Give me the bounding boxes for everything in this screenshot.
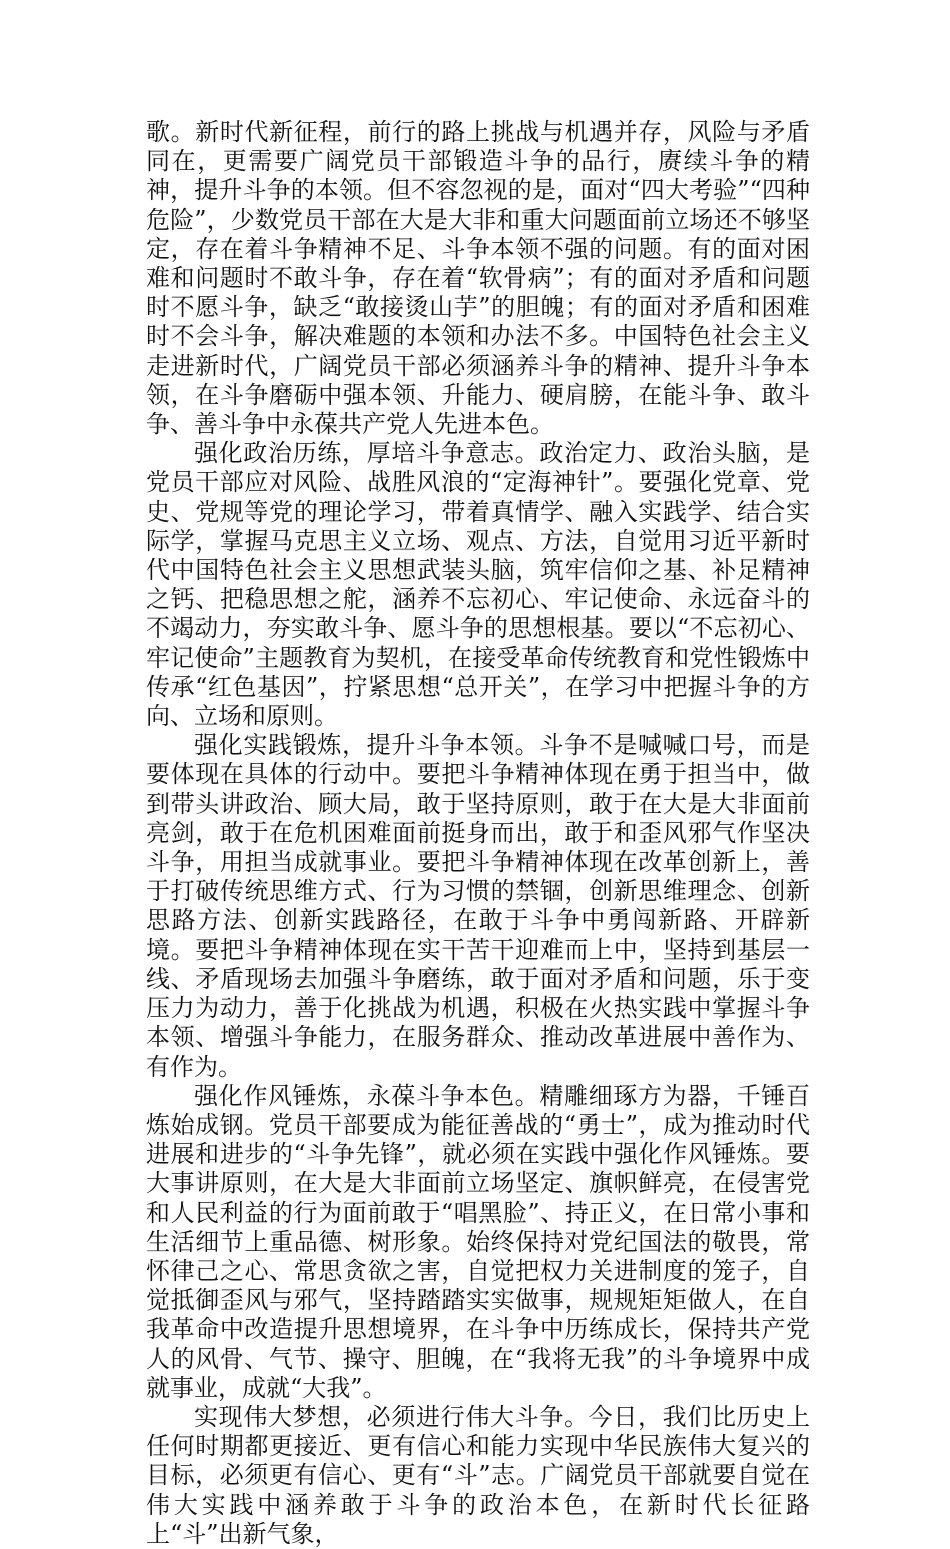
paragraph-intro: 歌。新时代新征程，前行的路上挑战与机遇并存，风险与矛盾同在，更需要广阔党员干部锻造斗争的品行，赓续斗争的精神，提升斗争的本领。但不容忽视的是，面对“四大考验”“四种危险”，少数党员干部在大是大非和重大问题面前立场还不够坚定，存在着斗争精神不足、斗争本领不强的问题。有的面对困难和问题时不敢斗争，存在着“软骨病”；有的面对矛盾和问题时不愿斗争，缺乏“敢接烫山芋”的胆魄；有的面对矛盾和困难时不会斗争，解决难题的本领和办法不多。中国特色社会主义走进新时代，广阔党员干部必须涵养斗争的精神、提升斗争本领，在斗争磨砺中强本领、升能力、硬肩膀，在能斗争、敢斗争、善斗争中永葆共产党人先进本色。 xyxy=(146,118,810,439)
paragraph-style-training: 强化作风锤炼，永葆斗争本色。精雕细琢方为器，千锤百炼始成钢。党员干部要成为能征善战的“勇士”，成为推动时代进展和进步的“斗争先锋”，就必须在实践中强化作风锤炼。要大事讲原则，在大是大非面前立场坚定、旗帜鲜亮，在侵害党和人民利益的行为面前敢于“唱黑脸”、持正义，在日常小事和生活细节上重品德、树形象。始终保持对党纪国法的敬畏，常怀律己之心、常思贪欲之害，自觉把权力关进制度的笼子，自觉抵御歪风与邪气，坚持踏踏实实做事，规规矩矩做人，在自我革命中改造提升思想境界，在斗争中历练成长，保持共产党人的风骨、气节、操守、胆魄，在“我将无我”的斗争境界中成就事业，成就“大我”。 xyxy=(146,1081,810,1402)
paragraph-practice-training: 强化实践锻炼，提升斗争本领。斗争不是喊喊口号，而是要体现在具体的行动中。要把斗争精神体现在勇于担当中，做到带头讲政治、顾大局，敢于坚持原则，敢于在大是大非面前亮剑，敢于在危机困难面前挺身而出，敢于和歪风邪气作坚决斗争，用担当成就事业。要把斗争精神体现在改革创新上，善于打破传统思维方式、行为习惯的禁锢，创新思维理念、创新思路方法、创新实践路径，在敢于斗争中勇闯新路、开辟新境。要把斗争精神体现在实干苦干迎难而上中，坚持到基层一线、矛盾现场去加强斗争磨练，敢于面对矛盾和问题，乐于变压力为动力，善于化挑战为机遇，积极在火热实践中掌握斗争本领、增强斗争能力，在服务群众、推动改革进展中善作为、有作为。 xyxy=(146,731,810,1081)
document-body xyxy=(146,118,810,1549)
paragraph-great-dream: 实现伟大梦想，必须进行伟大斗争。今日，我们比历史上任何时期都更接近、更有信心和能力实现中华民族伟大复兴的目标，必须更有信心、更有“斗”志。广阔党员干部就要自觉在伟大实践中涵养敢于斗争的政治本色，在新时代长征路上“斗”出新气象， xyxy=(146,1402,810,1548)
paragraph-political-training: 强化政治历练，厚培斗争意志。政治定力、政治头脑，是党员干部应对风险、战胜风浪的“定海神针”。要强化党章、党史、党规等党的理论学习，带着真情学、融入实践学、结合实际学，掌握马克思主义立场、观点、方法，自觉用习近平新时代中国特色社会主义思想武装头脑，筑牢信仰之基、补足精神之钙、把稳思想之舵，涵养不忘初心、牢记使命、永远奋斗的不竭动力，夯实敢斗争、愿斗争的思想根基。要以“不忘初心、牢记使命”主题教育为契机，在接受革命传统教育和党性锻炼中传承“红色基因”，拧紧思想“总开关”，在学习中把握斗争的方向、立场和原则。 xyxy=(146,439,810,731)
